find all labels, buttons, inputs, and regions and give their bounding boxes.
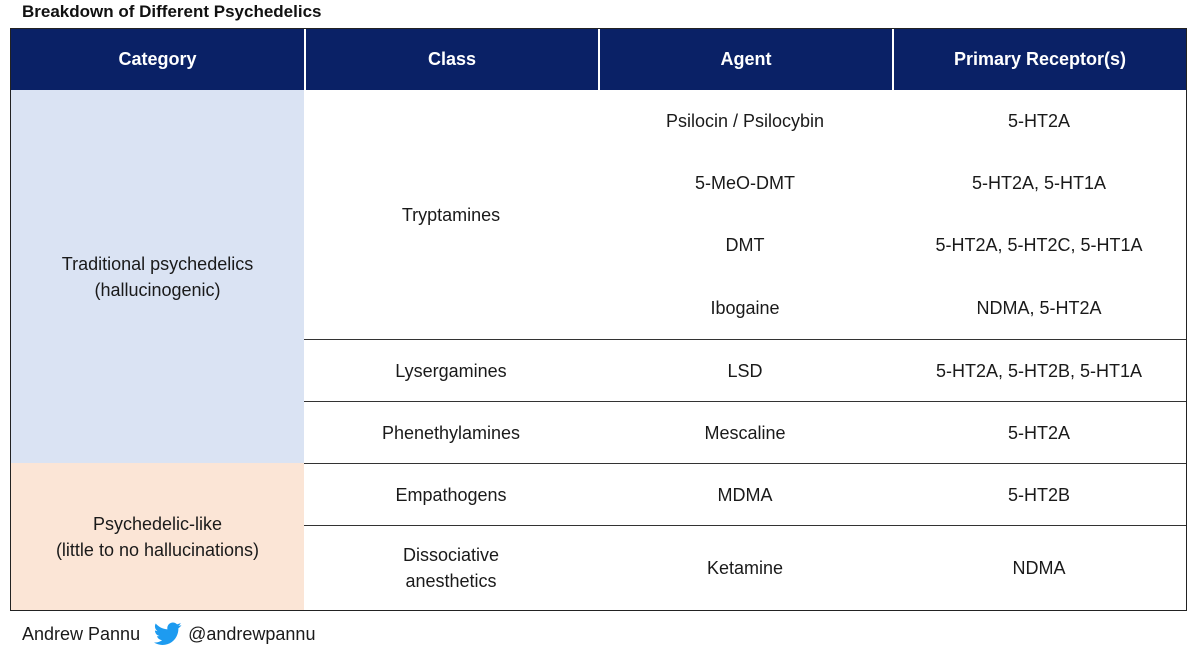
agent-cell: Ibogaine [710, 297, 780, 318]
receptor-cell: NDMA [1012, 558, 1066, 578]
row-divider [304, 401, 1186, 402]
category-label: Traditional psychedelics [61, 253, 254, 274]
header-divider [892, 29, 894, 90]
page-title: Breakdown of Different Psychedelics [22, 2, 322, 21]
agent-cell: Mescaline [704, 422, 786, 443]
header-divider [304, 29, 306, 90]
receptor-cell: 5-HT2B [1007, 484, 1070, 505]
twitter-bird-icon [154, 622, 182, 646]
twitter-handle[interactable]: @andrewpannu [188, 623, 316, 644]
class-tryptamines: Tryptamines [401, 204, 501, 225]
agent-cell: DMT [725, 235, 765, 255]
header-class: Class [306, 29, 598, 90]
class-empathogens: Empathogens [395, 484, 507, 505]
class-lysergamines: Lysergamines [395, 360, 507, 381]
receptor-cell: NDMA, 5-HT2A [976, 297, 1102, 318]
agent-cell: Ketamine [706, 558, 784, 578]
category-sublabel: (hallucinogenic) [94, 279, 221, 300]
header-divider [598, 29, 600, 90]
header-receptors: Primary Receptor(s) [894, 29, 1186, 90]
row-divider [304, 463, 1186, 464]
class-label: Dissociative [402, 545, 500, 565]
receptor-cell: 5-HT2A, 5-HT1A [971, 173, 1107, 193]
footer [22, 621, 315, 647]
class-label-line2: anesthetics [405, 571, 497, 591]
agent-cell: 5-MeO-DMT [695, 173, 795, 193]
receptor-cell: 5-HT2A, 5-HT2B, 5-HT1A [935, 360, 1143, 381]
header-category: Category [11, 29, 304, 90]
author-name: Andrew Pannu [22, 623, 141, 644]
agent-cell: MDMA [717, 484, 773, 505]
class-dissociative-anesthetics [304, 526, 598, 610]
agent-cell: LSD [727, 360, 763, 381]
class-phenethylamines: Phenethylamines [381, 422, 521, 443]
category-psychedelic-like [11, 463, 304, 610]
receptor-cell: 5-HT2A [1007, 422, 1070, 443]
receptor-cell: 5-HT2A, 5-HT2C, 5-HT1A [935, 235, 1143, 255]
category-label: Psychedelic-like [92, 513, 223, 534]
row-divider [304, 525, 1186, 526]
header-agent: Agent [600, 29, 892, 90]
row-divider [304, 339, 1186, 340]
agent-cell: Psilocin / Psilocybin [665, 111, 825, 131]
receptor-cell: 5-HT2A [1007, 111, 1070, 131]
category-sublabel: (little to no hallucinations) [55, 539, 260, 560]
category-traditional [11, 90, 304, 463]
